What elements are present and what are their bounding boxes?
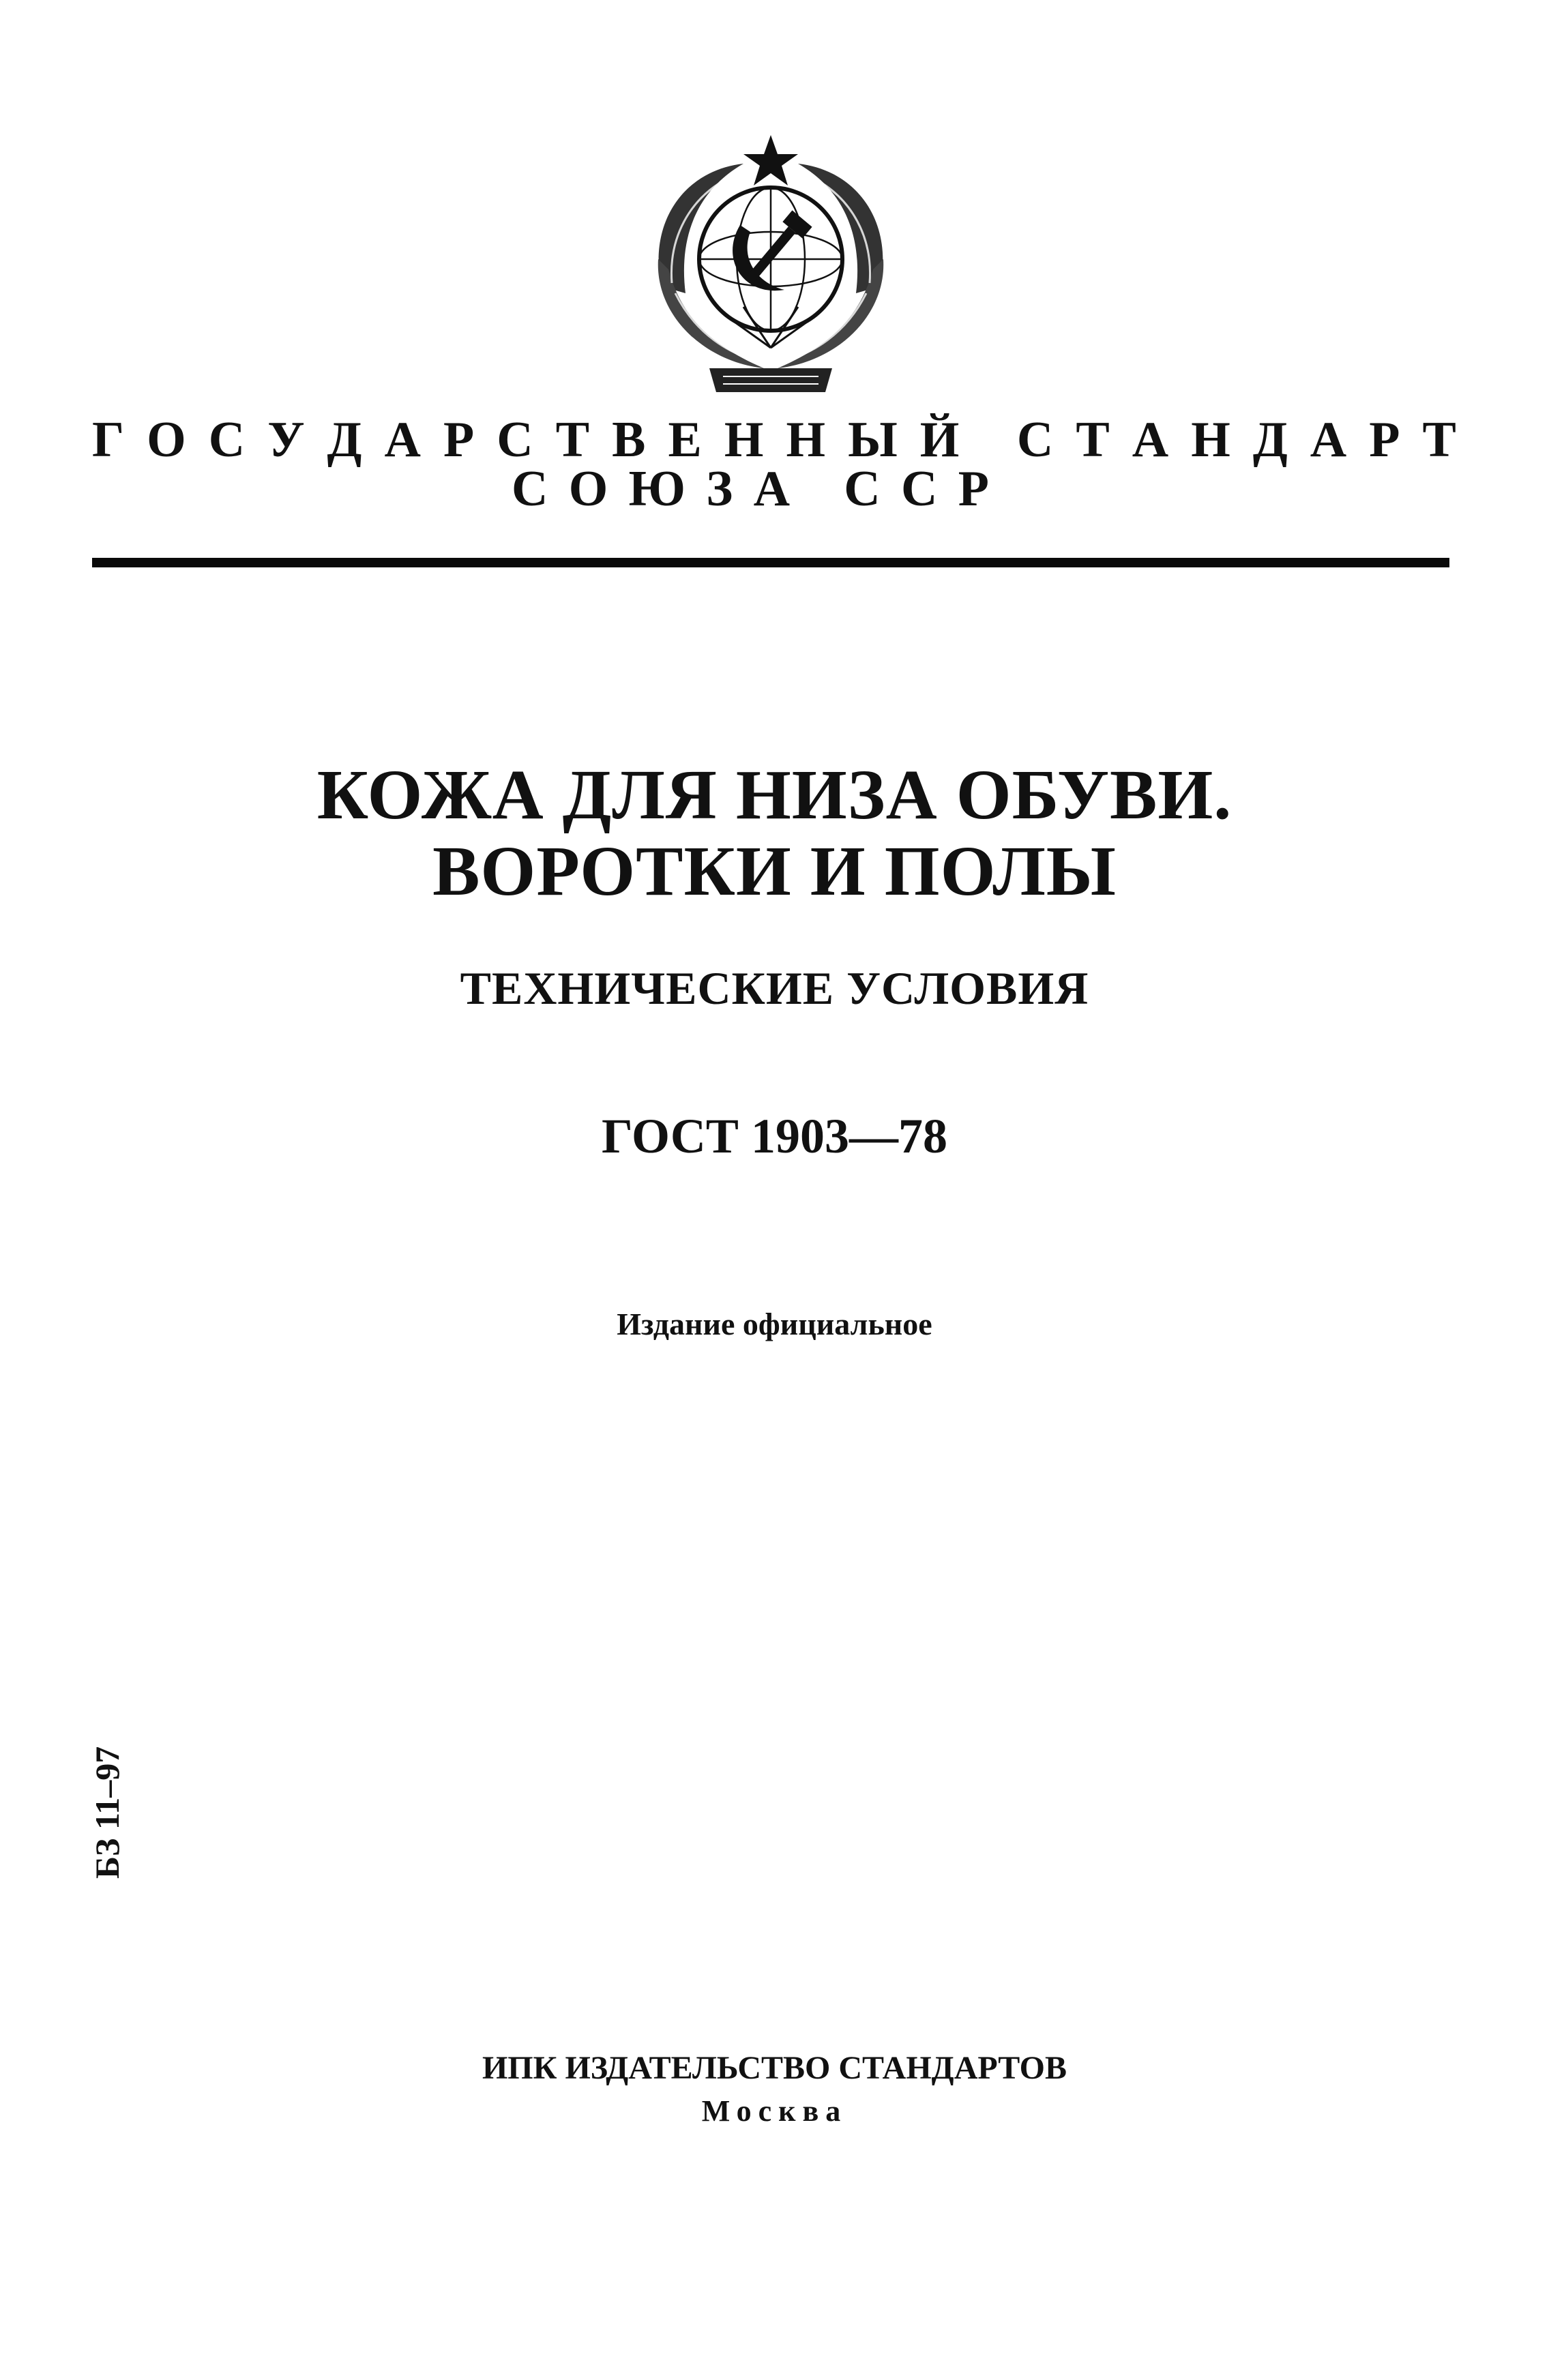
- header-letter: О: [147, 412, 186, 468]
- header-letter: С: [497, 412, 533, 468]
- header-letter: С: [1016, 412, 1054, 468]
- header-letter: В: [612, 412, 646, 468]
- header-letter: Р: [443, 412, 475, 468]
- header-letter: Й: [919, 412, 960, 468]
- document-title: [0, 757, 1549, 910]
- standard-number: ГОСТ 1903—78: [602, 1109, 947, 1163]
- header-letter: Д: [327, 412, 362, 468]
- document-subtitle: ТЕХНИЧЕСКИЕ УСЛОВИЯ: [460, 962, 1089, 1014]
- header-letter: С: [901, 461, 938, 517]
- header-letter: Т: [1076, 412, 1110, 468]
- header-letter: Т: [1422, 412, 1456, 468]
- header-ussr: [512, 461, 989, 517]
- header-letter: А: [1310, 412, 1347, 468]
- header-letter: О: [568, 461, 608, 517]
- header-letter: А: [753, 461, 791, 517]
- header-letter: Д: [1252, 412, 1288, 468]
- header-letter: С: [512, 461, 548, 517]
- title-line-2: ВОРОТКИ И ПОЛЫ: [432, 832, 1117, 910]
- header-letter: С: [208, 412, 246, 468]
- publisher-city: Москва: [701, 2094, 848, 2128]
- header-letter: Е: [668, 412, 702, 468]
- header-divider: [92, 558, 1449, 567]
- header-letter: Н: [1191, 412, 1230, 468]
- header-letter: Ы: [848, 412, 898, 468]
- header-letter: Р: [1369, 412, 1400, 468]
- header-letter: У: [267, 412, 305, 468]
- header-letter: Т: [555, 412, 590, 468]
- header-letter: А: [384, 412, 421, 468]
- edition-note: Издание официальное: [617, 1307, 932, 1341]
- header-letter: [982, 415, 994, 465]
- header-state-standard: [92, 412, 1456, 468]
- title-line-1: КОЖА ДЛЯ НИЗА ОБУВИ.: [316, 756, 1233, 834]
- ussr-state-emblem-icon: [621, 123, 921, 402]
- header-letter: Р: [958, 461, 989, 517]
- header-letter: З: [706, 461, 733, 517]
- header-letter: Ю: [628, 461, 685, 517]
- header-letter: Н: [786, 412, 826, 468]
- header-letter: Г: [92, 412, 125, 468]
- side-code: БЗ 11–97: [88, 1746, 126, 1879]
- header-letter: Н: [724, 412, 764, 468]
- header-letter: С: [844, 461, 881, 517]
- publisher-name: ИПК ИЗДАТЕЛЬСТВО СТАНДАРТОВ: [482, 2050, 1067, 2086]
- header-letter: А: [1132, 412, 1169, 468]
- header-letter: [810, 464, 823, 514]
